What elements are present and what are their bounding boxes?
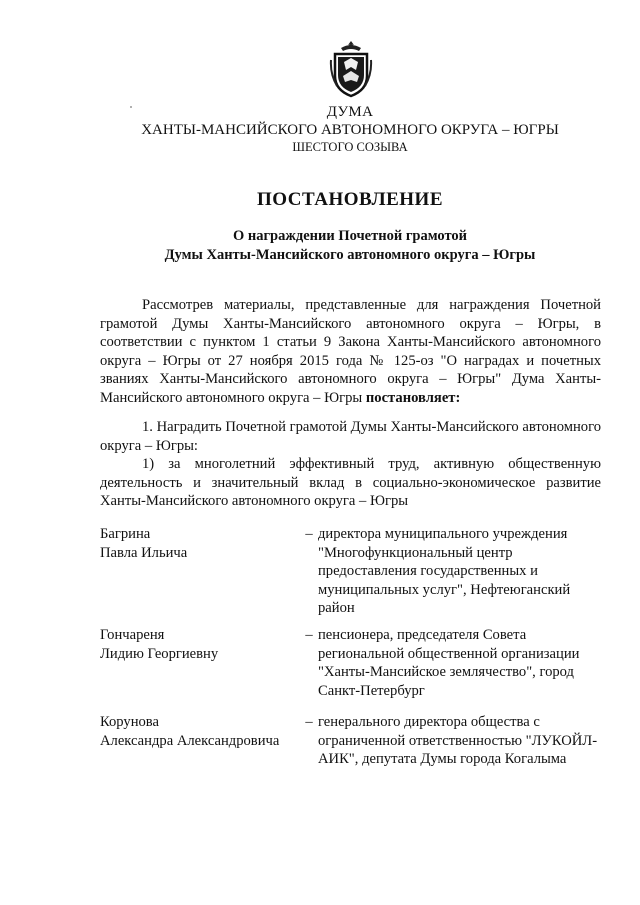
awardee-surname: Корунова bbox=[100, 714, 159, 730]
awardee-given-name: Лидию Георгиевну bbox=[100, 645, 219, 662]
intro-paragraph bbox=[100, 296, 601, 407]
awardee-dash: – bbox=[305, 627, 313, 643]
awardee-given-name: Александра Александровича bbox=[100, 732, 280, 749]
awardee-name bbox=[100, 626, 300, 663]
awardee-dash: – bbox=[305, 526, 313, 542]
subtitle-line-2: Думы Ханты-Мансийского автономного округа – Югры bbox=[164, 247, 536, 263]
item-1-paragraph: 1. Наградить Почетной грамотой Думы Ханты-Мансийского автономного округа – Югры: bbox=[100, 419, 601, 454]
awardee-description: пенсионера, председателя Совета региональной общественной организации "Ханты-Мансийское землячество", город Санкт-Петербург bbox=[318, 627, 580, 699]
document-title: ПОСТАНОВЛЕНИЕ bbox=[256, 189, 444, 210]
item-1-1-paragraph: 1) за многолетний эффективный труд, активную общественную деятельность и значительный вклад в социально-экономическое развитие Ханты-Мансийского автономного округа – Югры bbox=[100, 456, 601, 509]
convocation-heading: ШЕСТОГО СОЗЫВА bbox=[292, 140, 408, 154]
coat-of-arms-emblem bbox=[329, 40, 373, 98]
awardee-description: генерального директора общества с ограниченной ответственностью "ЛУКОЙЛ-АИК", депутата Думы города Когалыма bbox=[318, 714, 598, 767]
subtitle-line-1: О награждении Почетной грамотой bbox=[232, 228, 468, 244]
intro-resolves: постановляет: bbox=[365, 389, 461, 406]
okrug-heading: ХАНТЫ-МАНСИЙСКОГО АВТОНОМНОГО ОКРУГА – ЮГРЫ bbox=[141, 122, 559, 138]
awardee-dash: – bbox=[305, 714, 313, 730]
awardee-given-name: Павла Ильича bbox=[100, 544, 188, 561]
intro-text: Рассмотрев материалы, представленные для награждения Почетной грамотой Думы Ханты-Мансийского автономного округа – Югры, в соответствии с пунктом 1 статьи 9 Закона Ханты-Мансийского автономного округа – Югры от 27 ноября 2015 года № 125-оз "О наградах и почетных званиях Ханты-Мансийского автономного округа – Югры" Дума Ханты-Мансийского автономного округа – Югры bbox=[100, 297, 601, 406]
awardee-description: директора муниципального учреждения "Многофункциональный центр предоставления государственных и муниципальных услуг", Нефтеюганский район bbox=[318, 526, 571, 616]
awardee-name bbox=[100, 713, 300, 750]
awardee-surname: Багрина bbox=[100, 526, 151, 542]
awardee-surname: Гончареня bbox=[100, 627, 165, 643]
awardee-name bbox=[100, 525, 300, 562]
duma-heading: ДУМА bbox=[326, 104, 374, 120]
